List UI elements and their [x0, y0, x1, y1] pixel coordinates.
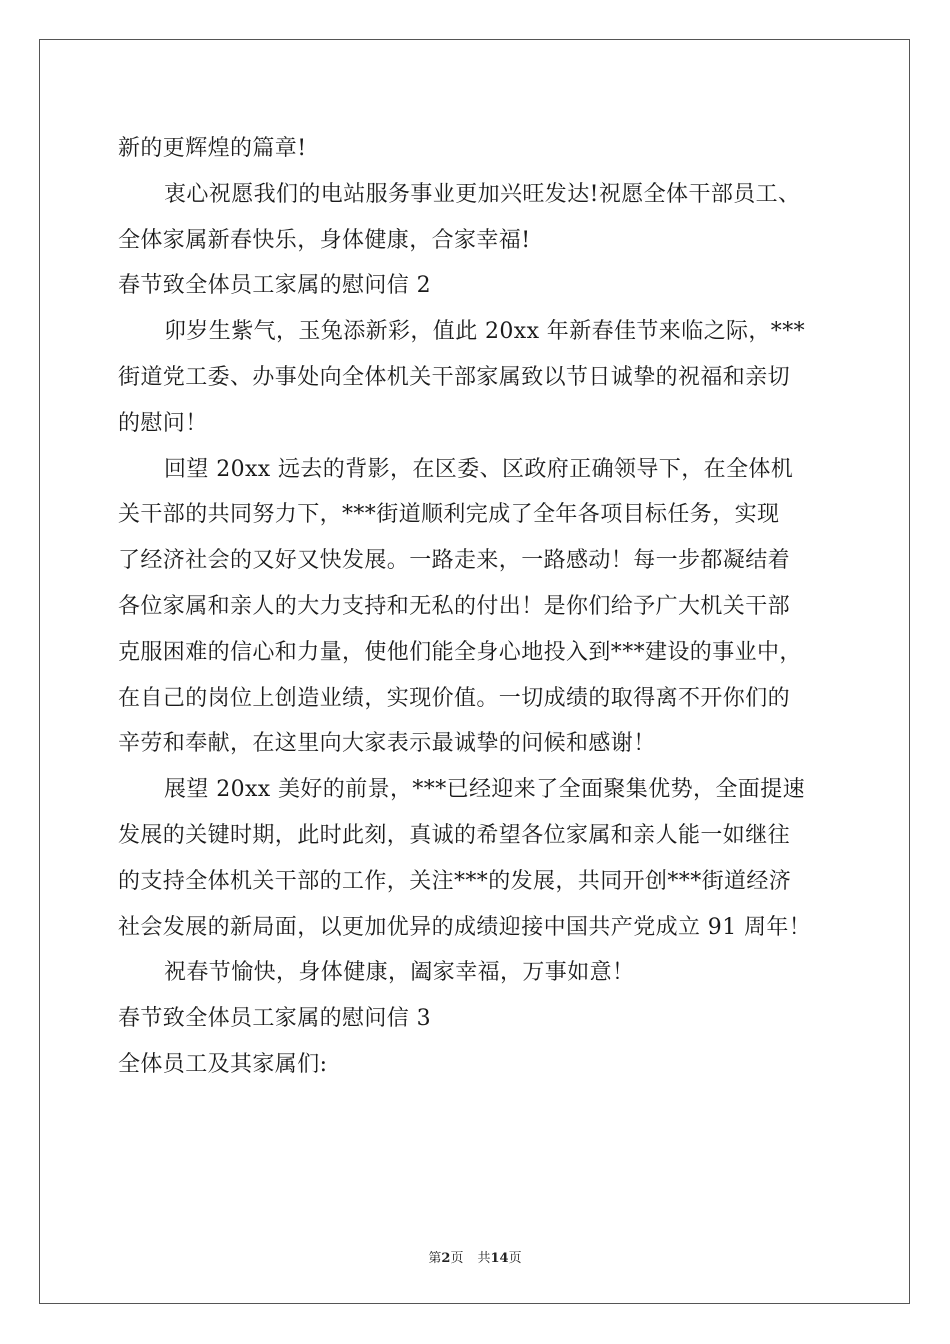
section-heading: 春节致全体员工家属的慰问信 3 — [118, 1006, 431, 1032]
salutation: 全体员工及其家属们: — [118, 1051, 328, 1077]
text-line: 各位家属和亲人的大力支持和无私的付出！是你们给予广大机关干部 — [118, 593, 791, 619]
text-line: 的支持全体机关干部的工作，关注***的发展，共同开创***街道经济 — [118, 868, 792, 894]
text-line: 在自己的岗位上创造业绩，实现价值。一切成绩的取得离不开你们的 — [118, 685, 791, 711]
text-line: 发展的关键时期，此时此刻，真诚的希望各位家属和亲人能一如继往 — [118, 822, 791, 848]
text-line: 全体家属新春快乐，身体健康，合家幸福! — [118, 227, 531, 253]
text-line: 回望 20xx 远去的背影，在区委、区政府正确领导下，在全体机 — [164, 456, 794, 482]
text-line: 克服困难的信心和力量，使他们能全身心地投入到***建设的事业中， — [118, 639, 802, 665]
total-prefix: 共 — [477, 1251, 491, 1266]
page-footer — [0, 1247, 950, 1266]
text-line: 街道党工委、办事处向全体机关干部家属致以节日诚挚的祝福和亲切 — [118, 364, 791, 390]
page-suffix: 页 — [450, 1251, 464, 1266]
text-line: 辛劳和奉献，在这里向大家表示最诚挚的问候和感谢！ — [118, 731, 656, 757]
text-line: 卯岁生紫气，玉兔添新彩，值此 20xx 年新春佳节来临之际，*** — [164, 319, 805, 345]
text-line: 了经济社会的又好又快发展。一路走来，一路感动！每一步都凝结着 — [118, 548, 791, 574]
page-total: 14 — [490, 1251, 509, 1266]
section-heading: 春节致全体员工家属的慰问信 2 — [118, 273, 431, 299]
text-line: 的慰问！ — [118, 410, 208, 436]
total-suffix: 页 — [508, 1251, 522, 1266]
text-line: 新的更辉煌的篇章! — [118, 136, 307, 161]
text-line: 衷心祝愿我们的电站服务事业更加兴旺发达!祝愿全体干部员工、 — [164, 181, 801, 207]
text-line: 关干部的共同努力下，***街道顺利完成了全年各项目标任务，实现 — [118, 502, 780, 528]
text-line: 社会发展的新局面，以更加优异的成绩迎接中国共产党成立 91 周年！ — [118, 914, 812, 940]
page-prefix: 第 — [428, 1251, 442, 1266]
text-line: 展望 20xx 美好的前景，***已经迎来了全面聚集优势，全面提速 — [164, 777, 805, 803]
text-line: 祝春节愉快，身体健康，阖家幸福，万事如意！ — [164, 960, 635, 986]
document-body — [118, 126, 838, 1088]
page-current: 2 — [441, 1251, 451, 1266]
